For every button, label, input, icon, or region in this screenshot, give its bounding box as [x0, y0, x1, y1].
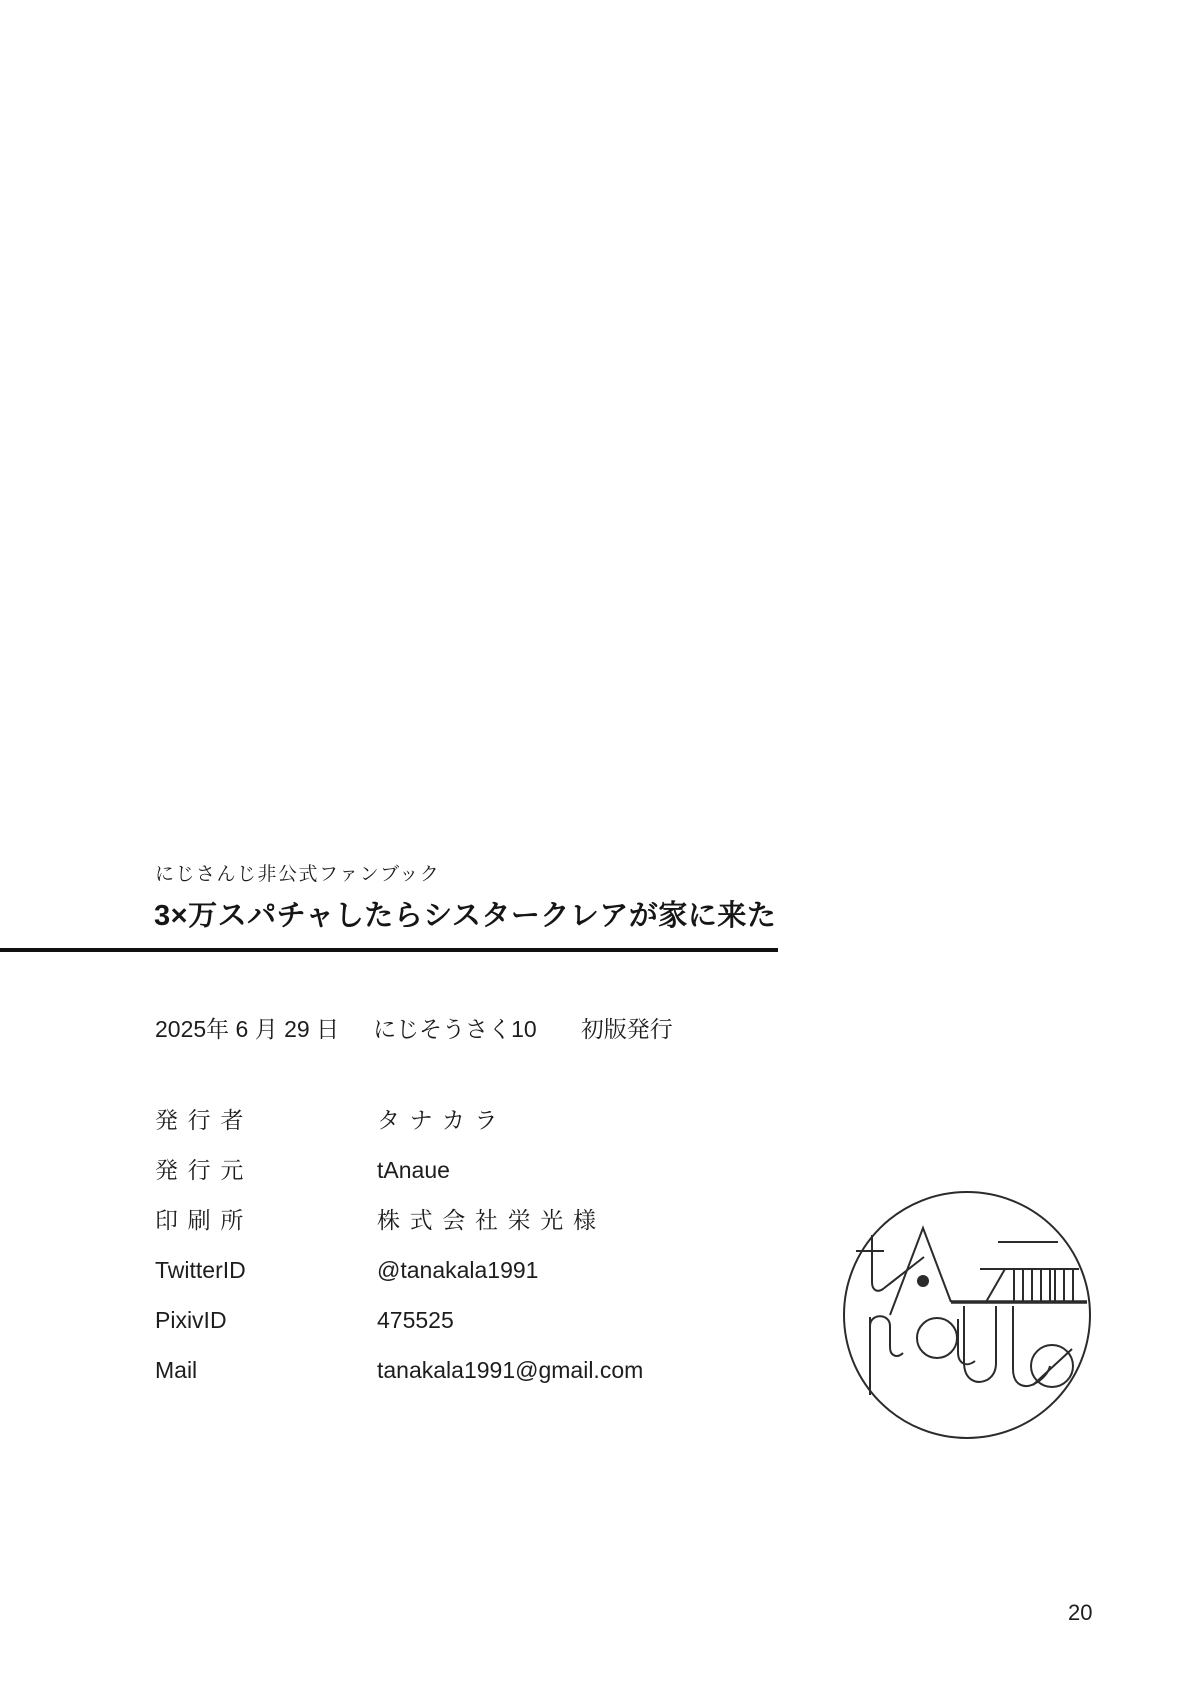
tanaue-circle-logo	[840, 1189, 1094, 1443]
edition-line	[155, 1011, 673, 1044]
event-name: にじそうさく10	[373, 1016, 537, 1042]
info-row	[155, 1206, 643, 1256]
info-row-label: 印刷所	[155, 1207, 253, 1233]
info-row	[155, 1156, 643, 1206]
series-note: にじさんじ非公式ファンブック	[155, 864, 441, 885]
info-row-label: 発行者	[155, 1107, 253, 1133]
printing-note: 初版発行	[580, 1016, 673, 1042]
info-row-value: @tanakala1991	[377, 1257, 539, 1283]
info-row-value: タナカラ	[377, 1107, 508, 1133]
info-row-value: 475525	[377, 1307, 454, 1333]
info-row-label: TwitterID	[155, 1257, 246, 1283]
info-row-label: 発行元	[155, 1157, 253, 1183]
info-row	[155, 1356, 643, 1406]
info-row-value: tAnaue	[377, 1157, 450, 1183]
page-number: 20	[1068, 1600, 1093, 1625]
info-row	[155, 1306, 643, 1356]
colophon-info-table	[155, 1106, 643, 1406]
info-row-value: tanakala1991@gmail.com	[377, 1357, 644, 1383]
info-row-label: PixivID	[155, 1307, 227, 1333]
divider-rule	[0, 948, 778, 952]
tanaue-logo-svg	[840, 1189, 1094, 1443]
publication-date: 2025年 6 月 29 日	[155, 1016, 340, 1042]
info-row	[155, 1256, 643, 1306]
info-row	[155, 1106, 643, 1156]
info-row-label: Mail	[155, 1357, 198, 1383]
info-row-value: 株式会社栄光様	[377, 1207, 606, 1233]
book-title: 3×万スパチャしたらシスタークレアが家に来た	[154, 900, 777, 932]
